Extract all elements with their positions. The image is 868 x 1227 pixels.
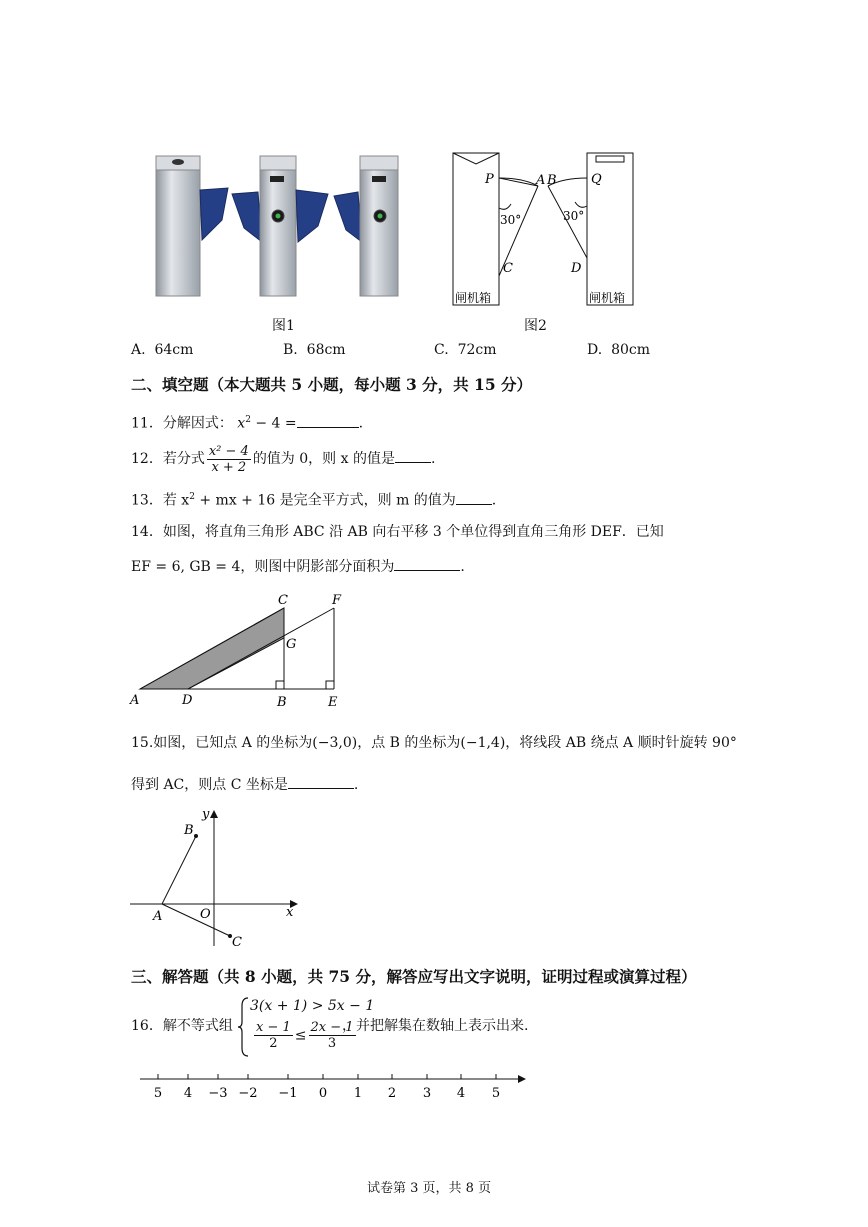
question-14-line-2: EF = 6, GB = 4，则图中阴影部分面积为 . — [131, 556, 465, 577]
question-13: 13．若 $x^2$ + mx + 16 是完全平方式，则 m 的值为 . — [131, 487, 496, 511]
figure-2-gate-diagram — [445, 148, 645, 310]
figure-2-caption: 图2 — [524, 318, 547, 334]
label-E: E — [328, 695, 338, 710]
angle-right: 30° — [563, 209, 585, 223]
label-B: B — [184, 823, 194, 838]
question-14-line-1: 14．如图，将直角三角形 ABC 沿 AB 向右平移 3 个单位得到直角三角形 DEF．已知 — [131, 524, 664, 540]
answer-blank-13 — [456, 490, 492, 505]
tick-label: −2 — [238, 1086, 258, 1101]
option-d: D. 80cm — [587, 342, 651, 358]
number-line — [136, 1070, 536, 1106]
tick-label: −1 — [278, 1086, 298, 1101]
answer-blank-11 — [297, 413, 359, 428]
turnstile-pillar-right — [360, 156, 398, 296]
label-A: A — [130, 693, 140, 708]
label-D: D — [571, 261, 582, 276]
question-12: 12．若分式 $\frac{\text{x² − 4}}{x + 2}$ 的值为 0，则 x 的值是 . — [131, 443, 436, 475]
label-C: C — [232, 935, 242, 950]
answer-blank-14 — [394, 556, 460, 571]
turnstile-pillar-middle — [260, 156, 296, 296]
page-footer: 试卷第 3 页，共 8 页 — [367, 1181, 492, 1196]
label-B: B — [277, 695, 287, 710]
tick-label: 4 — [456, 1086, 466, 1101]
tick-label: 2 — [387, 1086, 397, 1101]
flap-right — [334, 192, 362, 242]
label-G: G — [286, 637, 297, 652]
answer-blank-15 — [288, 774, 354, 789]
inequality-2: $\frac{x - 1}{2}$ ≤ $\frac{2x - 1}{3}$ — [256, 1020, 354, 1051]
label-A: A — [536, 173, 546, 188]
label-C: C — [278, 593, 288, 608]
label-y: y — [202, 807, 210, 822]
option-c: C. 72cm — [434, 342, 497, 358]
tick-label: 5 — [153, 1086, 163, 1101]
label-O: O — [200, 907, 211, 922]
label-P: P — [485, 172, 494, 187]
label-x: x — [286, 905, 294, 920]
figure-1-caption: 图1 — [272, 318, 295, 334]
question-15-line-1: 15.如图，已知点 A 的坐标为(−3,0)，点 B 的坐标为(−1,4)，将线段 AB 绕点 A 顺时针旋转 90° — [131, 735, 737, 751]
angle-left: 30° — [500, 213, 522, 227]
question-11: 11．分解因式： $x^2 - 4$ = . — [131, 410, 363, 434]
tick-label: 1 — [353, 1086, 363, 1101]
label-B: B — [547, 173, 557, 188]
section-2-title: 二、填空题（本大题共 5 小题，每小题 3 分，共 15 分） — [131, 375, 533, 394]
inequality-1: 3(x + 1) > 5x − 1 — [250, 998, 375, 1014]
figure-14-translated-triangles — [126, 588, 356, 712]
label-D: D — [182, 693, 193, 708]
flap-left — [200, 188, 228, 240]
flap-mid-left — [232, 192, 262, 242]
flap-mid-right — [296, 190, 328, 242]
tick-label: 5 — [491, 1086, 501, 1101]
label-C: C — [503, 261, 513, 276]
tick-label: 0 — [318, 1086, 328, 1101]
figure-1-turnstile-image — [150, 150, 410, 300]
turnstile-pillar-left — [156, 156, 200, 296]
label-A: A — [153, 909, 163, 924]
label-Q: Q — [591, 172, 602, 187]
tick-label: 4 — [183, 1086, 193, 1101]
tick-label: 3 — [422, 1086, 432, 1101]
question-15-line-2: 得到 AC，则点 C 坐标是 . — [131, 774, 358, 795]
option-a: A. 64cm — [131, 342, 194, 358]
option-b: B. 68cm — [283, 342, 346, 358]
system-brace — [236, 996, 250, 1058]
answer-blank-12 — [395, 448, 431, 463]
box-label-right: 闸机箱 — [589, 291, 626, 305]
question-16-label: 16．解不等式组 — [131, 1018, 233, 1034]
box-label-left: 闸机箱 — [455, 291, 492, 305]
label-F: F — [332, 593, 342, 608]
section-3-title: 三、解答题（共 8 小题，共 75 分，解答应写出文字说明，证明过程或演算过程） — [131, 967, 697, 986]
tick-label: −3 — [208, 1086, 228, 1101]
question-16-instruction: ，并把解集在数轴上表示出来. — [342, 1018, 529, 1034]
figure-15-coordinate-plane — [126, 804, 306, 952]
